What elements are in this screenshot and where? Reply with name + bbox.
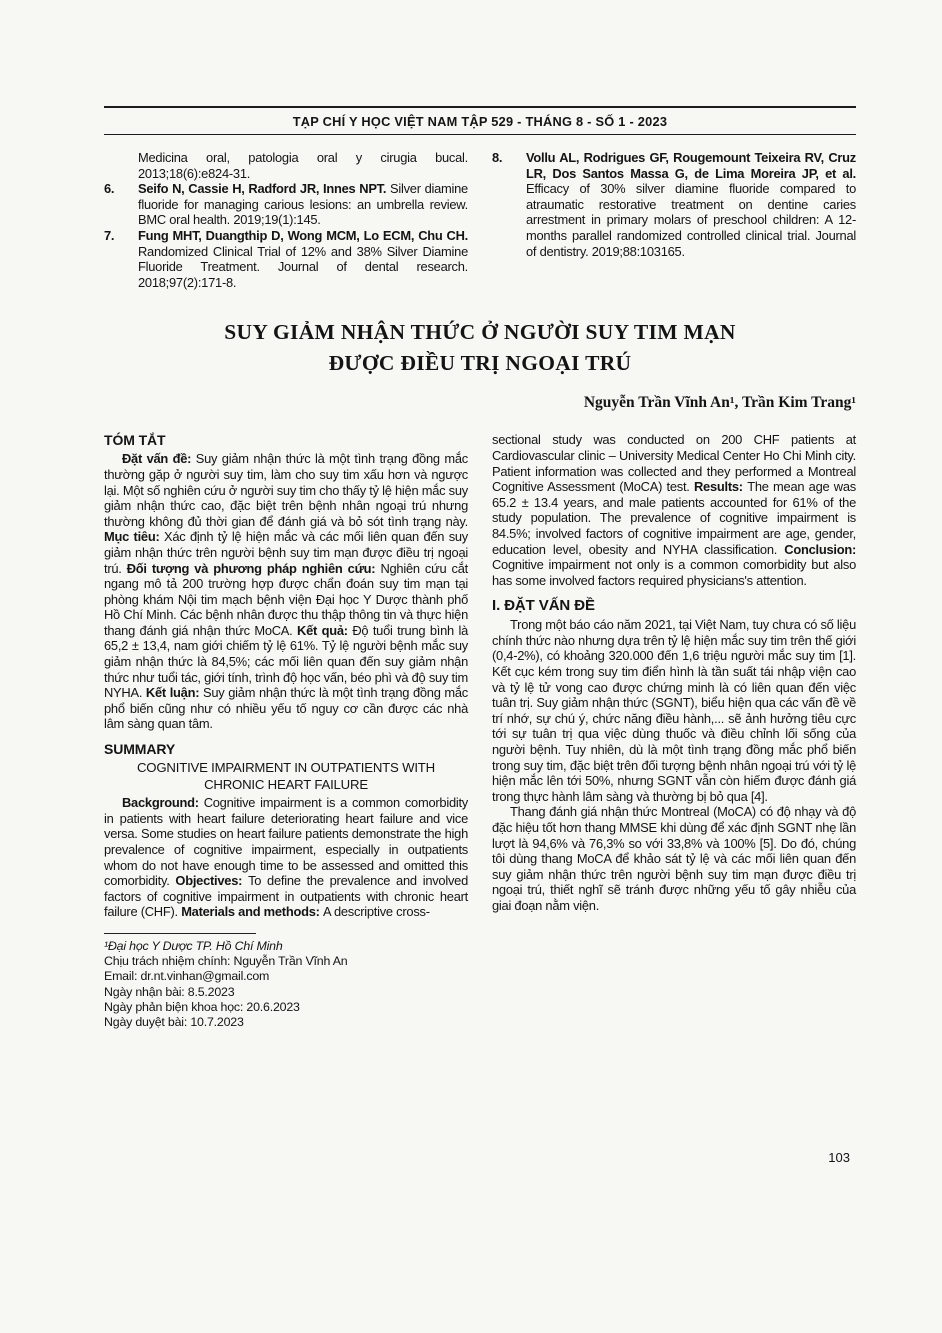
journal-running-head-text: TẠP CHÍ Y HỌC VIỆT NAM TẬP 529 - THÁNG 8 - SỐ 1 - 2023 (292, 114, 668, 129)
left-column (104, 432, 468, 1030)
reference-5-tail: Medicina oral, patologia oral y cirugia bucal. 2013;18(6):e824-31. (138, 150, 468, 181)
article-authors: Nguyễn Trần Vĩnh An¹, Trần Kim Trang¹ (583, 394, 856, 412)
references-left-column (104, 150, 468, 290)
page-number: 103 (828, 1150, 850, 1165)
summary-english-title: COGNITIVE IMPAIRMENT IN OUTPATIENTS WITH CHRONIC HEART FAILURE (136, 760, 435, 792)
introduction-heading: I. ĐẶT VẤN ĐỀ (492, 597, 595, 615)
summary-abstract: Background: Cognitive impairment is a common comorbidity in patients with heart failure deteriorating heart failure and vice versa. Some studies on heart failure patients demonstrate the high prevalence of cognitive impairment, especially in outpatients whom do not have enough time to be assessed and omitted this comorbidity. Objectives: To define the prevalence and involved factors of cognitive impairment in outpatients with chronic heart failure (CHF). Materials and methods: A descriptive cross- (104, 795, 469, 920)
article-title-line1: SUY GIẢM NHẬN THỨC Ở NGƯỜI SUY TIM MẠN (224, 320, 736, 345)
footnote-rule (104, 933, 256, 934)
summary-abstract-continuation: sectional study was conducted on 200 CHF patients at Cardiovascular clinic – University Medical Center Ho Chi Minh city. Patient information was collected and they performed a Montreal Cognitive Assessment (MoCA) test. Results: The mean age was 65.2 ± 13.4 years, and male patients accounted for 61% of the study population. The prevalence of cognitive impairment is 84.5%; involved factors of cognitive impairment are age, gender, education level, obesity and NYHA classification. Conclusion: Cognitive impairment not only is a common comorbidity but also has some involved factors required physicians's attention. (492, 432, 856, 588)
footnote-email: Email: dr.nt.vinhan@gmail.com (104, 969, 270, 984)
reference-6: 6. Seifo N, Cassie H, Radford JR, Innes NPT. Silver diamine fluoride for managing carious lesions: an umbrella review. BMC oral health. 2019;19(1):145. (104, 181, 468, 228)
summary-heading: SUMMARY (104, 741, 176, 758)
article-title-line2: ĐƯỢC ĐIỀU TRỊ NGOẠI TRÚ (328, 351, 632, 376)
footnote-block (104, 933, 468, 1030)
footnote-affiliation: ¹Đại học Y Dược TP. Hồ Chí Minh (104, 938, 283, 953)
page-content (104, 0, 856, 1030)
article-title (104, 317, 856, 379)
reference-number: 6. (104, 181, 115, 197)
reference-number: 7. (104, 227, 115, 243)
introduction-paragraph-2: Thang đánh giá nhận thức Montreal (MoCA) có độ nhạy và độ đặc hiệu tốt hơn thang MMSE khi dùng để xác định SGNT nhẹ lần lượt là 94,6% và 76,3% so với 33,8% và 100% [5]. Do đó, chúng tôi dùng thang MoCA để khảo sát tỷ lệ và các mối liên quan đến suy giảm nhận thức trên người bệnh suy tim mạn được điều trị ngoại trú, thiết nghĩ sẽ tránh được những yếu tố gây nhiễu của giai đoạn nằm viện. (492, 804, 856, 913)
footnote-accepted-date: Ngày duyệt bài: 10.7.2023 (104, 1014, 244, 1029)
footnote-received-date: Ngày nhận bài: 8.5.2023 (104, 984, 235, 999)
references-right-column (492, 150, 856, 290)
introduction-paragraph-1: Trong một báo cáo năm 2021, tại Việt Nam, tuy chưa có số liệu chính thức nào nhưng dựa trên tỷ lệ hiện mắc suy tim trên thế giới (0,4-2%), có khoảng 320.000 đến 1,6 triệu người mắc suy tim [1]. Kết cục kém trong suy tim điển hình là tần suất tái nhập viện cao và tỷ lệ tử vong cao được chứng minh là có liên quan đến việc tuân trị. Suy giảm nhận thức (SGNT), biểu hiện qua các vấn đề về trí nhớ, sự chú ý, chức năng điều hành,... sẽ ảnh hưởng tiêu cực tới sự tuân trị qua việc dùng thuốc và điều chỉnh lối sống của người bệnh. Tuy nhiên, dù là một tình trạng đồng mắc phổ biến trong suy tim, đặc biệt trên đối tượng bệnh nhân ngoại trú với tỷ lệ hiện mắc lên tới 50%, nhưng SGNT vẫn còn hiếm được đánh giá trong thực hành lâm sàng và thường bị bỏ qua [4]. (492, 617, 856, 804)
reference-8: 8. Vollu AL, Rodrigues GF, Rougemount Teixeira RV, Cruz LR, Dos Santos Massa G, de Lima Moreira JP, et al. Efficacy of 30% silver diamine fluoride compared to atraumatic restorative treatment on dentine caries arrestment in primary molars of preschool children: A 12-months parallel randomized controlled clinical trial. Journal of dentistry. 2019;88:103165. (492, 150, 856, 259)
footnote-review-date: Ngày phản biện khoa học: 20.6.2023 (104, 999, 300, 1014)
tomtat-heading: TÓM TẮT (104, 432, 166, 449)
reference-number: 8. (492, 150, 503, 165)
journal-running-head (104, 106, 856, 135)
right-column (492, 432, 856, 1030)
article-body (104, 432, 856, 1030)
references-section (104, 150, 856, 290)
footnote-corresponding-author: Chịu trách nhiệm chính: Nguyễn Trần Vĩnh An (104, 954, 348, 969)
reference-7: 7. Fung MHT, Duangthip D, Wong MCM, Lo ECM, Chu CH. Randomized Clinical Trial of 12% and 38% Silver Diamine Fluoride Treatment. Journal of dental research. 2018;97(2):171-8. (104, 227, 468, 290)
tomtat-abstract: Đặt vấn đề: Suy giảm nhận thức là một tình trạng đồng mắc thường gặp ở người suy tim, làm cho suy tim xấu hơn và ngược lại. Một số nghiên cứu ở người suy tim cho thấy tỷ lệ hiện mắc suy giảm nhận thức cao, đặc biệt trên bệnh nhân ngoại trú nhưng thường không đủ thời gian để đánh giá và bỏ sót tình trạng này. Mục tiêu: Xác định tỷ lệ hiện mắc và các mối liên quan đến suy giảm nhận thức trên người bệnh suy tim mạn được điều trị ngoại trú. Đối tượng và phương pháp nghiên cứu: Nghiên cứu cắt ngang mô tả 200 trường hợp được chẩn đoán suy tim mạn tại phòng khám Nội tim mạch bệnh viện Đại học Y Dược thành phố Hồ Chí Minh. Các bệnh nhân được thu thập thông tin và thực hiện thang đánh giá nhận thức MoCA. Kết quả: Độ tuổi trung bình là 65,2 ± 13,4, nam giới chiếm tỷ lệ 61%. Tỷ lệ người bệnh mắc suy giảm nhận thức là 84,5%; các mối liên quan đến suy giảm nhận thức như tuổi tác, giới tính, trình độ học vấn, béo phì và độ suy tim NYHA. Kết luận: Suy giảm nhận thức là một tình trạng đồng mắc phổ biến cũng như có nhiều yếu tố nguy cơ cần được các nhà lâm sàng quan tâm. (104, 451, 468, 732)
